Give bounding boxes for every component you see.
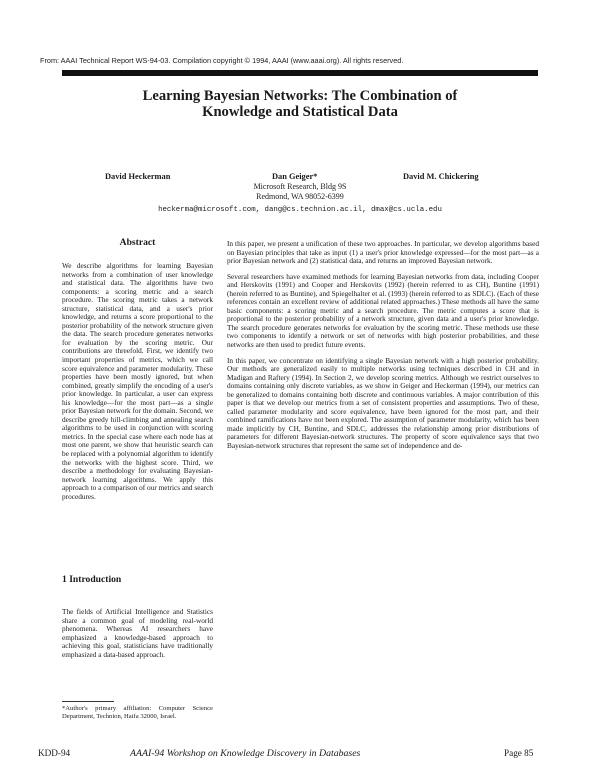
right-paragraph-1: In this paper, we present a unification of these two approaches. In particular, we develop algorithms based on Bayesian principles that take as input (1) a user's prior knowledge expressed—for the most part—as a prior Bayesian network and (2) statistical data, and returns an improved Bayesian network.: [227, 239, 539, 266]
affiliation-city: Redmond, WA 98052-6399: [256, 191, 344, 201]
section-heading-introduction: 1 Introduction: [62, 574, 122, 585]
author-chickering: David M. Chickering: [403, 172, 479, 181]
footnote: [62, 705, 213, 721]
author-emails: heckerma@microsoft.com, dang@cs.technion.ac.il, dmax@cs.ucla.edu: [158, 206, 442, 214]
copyright-note: From: AAAI Technical Report WS-94-03. Compilation copyright © 1994, AAAI (www.aaai.org). All rights reserved.: [40, 56, 404, 65]
title-line-2: Knowledge and Statistical Data: [202, 104, 398, 120]
author-geiger: Dan Geiger*: [272, 172, 318, 181]
right-column: [227, 240, 539, 451]
footer-workshop: AAAI-94 Workshop on Knowledge Discovery in Databases: [130, 748, 361, 759]
footnote-rule: [62, 701, 114, 702]
right-paragraph-2: Several researchers have examined methods for learning Bayesian networks from data, including Cooper and Herskovits (1991) and Cooper and Herskovits (1992) (herein referred to as CH), Buntine (1991) (herein referred to as Buntine), and Spiegelhalter et al. (1993) (herein referred to as SDLC). (Each of these references contain an excellent review of additional related approaches.) These methods all have the same basic components: a scoring metric and a search procedure. The metric computes a score that is proportional to the posterior probability of a network structure, given data and a user's prior knowledge. The search procedure generates networks for evaluation by the scoring metric. These methods use these two components to identify a network or set of networks with high posterior probabilities, and these networks are then used to predict future events.: [227, 271, 539, 350]
introduction-body: [62, 608, 213, 659]
abstract-heading: Abstract: [119, 237, 156, 248]
right-paragraph-3: In this paper, we concentrate on identifying a single Bayesian network with a high posterior probability. Our methods are generalized easily to multiple networks using techniques described in CH and in Madigan and Raftery (1994). In Section 2, we develop scoring metrics. Although we restrict ourselves to domains containing only discrete variables, as we show in Geiger and Heckerman (1994), our metrics can be generalized to domains containing both discrete and continuous variables. A major contribution of this paper is that we develop our metrics from a set of consistent properties and assumptions. Two of these, called parameter modularity and score equivalence, have been ignored for the most part, and their combined ramifications have not been explored. The assumption of parameter modularity, which has been made implicitly by CH, Buntine, and SDLC, addresses the relationship among prior distributions of parameters for different Bayesian-network structures. The property of score equivalence says that two Bayesian-network structures that represent the same set of independence and de-: [227, 355, 539, 451]
affiliation-org: Microsoft Research, Bldg 9S: [253, 182, 347, 191]
footer-page-number: Page 85: [504, 748, 534, 758]
paper-title: [60, 88, 540, 120]
abstract-text: We describe algorithms for learning Bayesian networks from a combination of user knowledge and statistical data. The algorithms have two components: a scoring metric and a search procedure. The scoring metric takes a network structure, statistical data, and a user's prior knowledge, and returns a score proportional to the posterior probability of the network structure given the data. The search procedure generates networks for evaluation by the scoring metric. Our contributions are threefold. First, we identify two important properties of metrics, which we call score equivalence and parameter modularity. These properties have been mostly ignored, but when combined, greatly simplify the encoding of a user's prior knowledge. In particular, a user can express his knowledge—for the most part—as a single prior Bayesian network for the domain. Second, we describe greedy hill-climbing and annealing search algorithms to be used in conjunction with scoring metrics. In the special case where each node has at most one parent, we show that heuristic search can be replaced with a polynomial algorithm to identify the networks with the highest score. Third, we describe a methodology for evaluating Bayesian-network learning algorithms. We apply this approach to a comparison of our metrics and search procedures.: [62, 261, 213, 501]
author-heckerman: David Heckerman: [105, 172, 171, 181]
abstract-body: [62, 262, 213, 501]
footnote-text: *Author's primary affiliation: Computer Science Department, Technion, Haifa 32000, Israel.: [62, 705, 213, 720]
footer-venue-code: KDD-94: [38, 748, 71, 758]
title-line-1: Learning Bayesian Networks: The Combination of: [142, 88, 458, 104]
affiliation: [150, 182, 450, 201]
intro-text: The fields of Artificial Intelligence and Statistics share a common goal of modeling real-world phenomena. Whereas AI researchers have emphasized a knowledge-based approach to achieving this goal, statisticians have traditionally emphasized a data-based approach.: [62, 607, 213, 659]
header-rule: [62, 70, 538, 76]
